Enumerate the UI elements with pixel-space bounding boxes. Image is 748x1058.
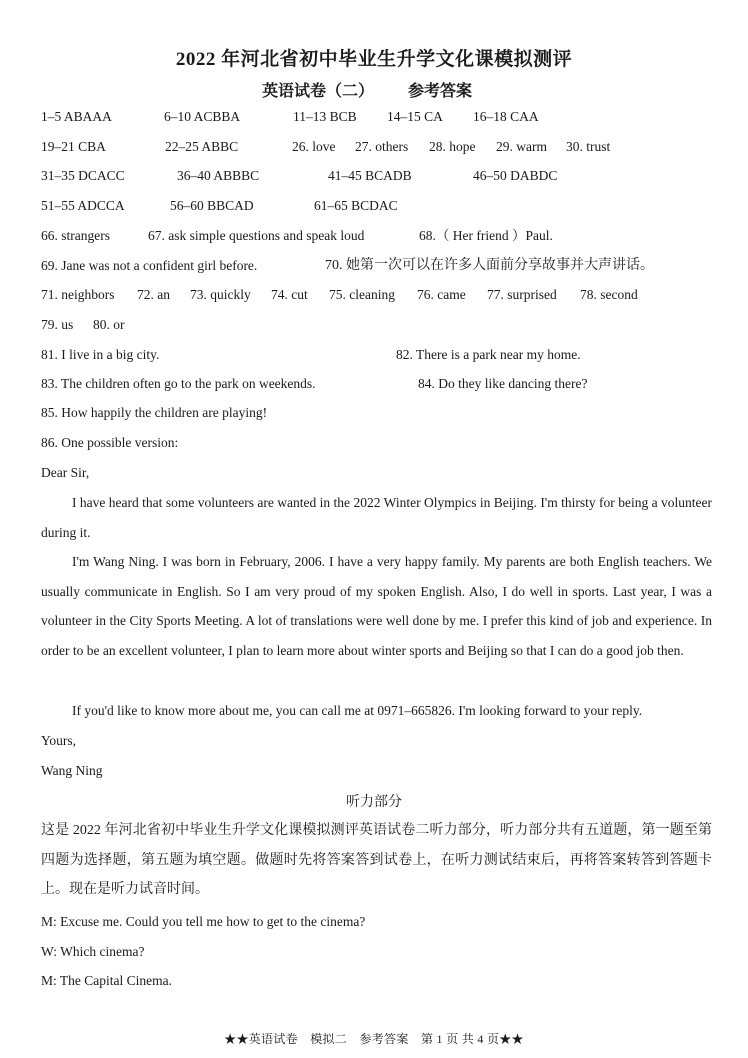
dialogue-line: W: Which cinema?: [41, 944, 145, 959]
answer-item: 69. Jane was not a confident girl before.: [41, 258, 258, 273]
answer-item: 75. cleaning: [329, 287, 395, 302]
answer-group: 31–35 DCACC: [41, 168, 125, 183]
answer-group: 14–15 CA: [387, 109, 443, 124]
letter-paragraph-2: I'm Wang Ning. I was born in February, 2006. I have a very happy family. My parents are both English teachers. We usually communicate in English. So I am very proud of my spoken English. Also, I do well in sports. Last year, I was a volunteer in the City Sports Meeting. A lot of translations were well done by me. I prefer this kind of job and experience. In order to be an excellent volunteer, I plan to learn more about winter sports and Beijing so that I can do a good job then.: [41, 554, 712, 658]
paper-subtitle: 英语试卷（二）: [262, 83, 375, 100]
letter-paragraph-1: I have heard that some volunteers are wanted in the 2022 Winter Olympics in Beijing. I'm thirsty for being a volunteer during it.: [41, 495, 712, 540]
answer-group: 41–45 BCADB: [328, 168, 412, 183]
page-footer: ★★英语试卷 模拟二 参考答案 第 1 页 共 4 页★★: [224, 1032, 524, 1046]
answer-item: 84. Do they like dancing there?: [418, 376, 588, 391]
answer-item: 85. How happily the children are playing!: [41, 405, 268, 420]
answer-group: 16–18 CAA: [473, 109, 539, 124]
answer-item: 70. 她第一次可以在许多人面前分享故事并大声讲话。: [325, 258, 654, 273]
answer-group: 22–25 ABBC: [165, 139, 239, 154]
answer-group: 36–40 ABBBC: [177, 168, 260, 183]
answer-item: 72. an: [137, 287, 170, 302]
dialogue-line: M: Excuse me. Could you tell me how to get to the cinema?: [41, 914, 366, 929]
answer-item: 29. warm: [496, 139, 547, 154]
answer-item: 74. cut: [271, 287, 308, 302]
answer-item: 79. us: [41, 317, 74, 332]
exam-title: 2022 年河北省初中毕业生升学文化课模拟测评: [175, 49, 573, 70]
answer-group: 19–21 CBA: [41, 139, 106, 154]
letter-paragraph-3: If you'd like to know more about me, you can call me at 0971–665826. I'm looking forward to your reply.: [72, 703, 643, 718]
writing-task-label: 86. One possible version:: [41, 435, 179, 450]
answer-item: 77. surprised: [487, 287, 557, 302]
answer-item: 82. There is a park near my home.: [396, 347, 581, 362]
answer-group: 56–60 BBCAD: [170, 198, 254, 213]
letter-closing: Yours,: [41, 733, 77, 748]
listening-heading: 听力部分: [346, 795, 402, 810]
answer-group: 61–65 BCDAC: [314, 198, 398, 213]
answer-item: 83. The children often go to the park on weekends.: [41, 376, 316, 391]
answer-item: 26. love: [292, 139, 336, 154]
answer-item: 30. trust: [566, 139, 611, 154]
answer-item: 76. came: [417, 287, 466, 302]
answer-key-label: 参考答案: [408, 83, 473, 100]
letter-greeting: Dear Sir,: [41, 465, 90, 480]
answer-item: 67. ask simple questions and speak loud: [148, 228, 365, 243]
answer-group: 6–10 ACBBA: [164, 109, 241, 124]
answer-item: 81. I live in a big city.: [41, 347, 160, 362]
answer-item: 71. neighbors: [41, 287, 115, 302]
dialogue-line: M: The Capital Cinema.: [41, 973, 172, 988]
listening-intro: 这是 2022 年河北省初中毕业生升学文化课模拟测评英语试卷二听力部分，听力部分共有五道题，第一题至第四题为选择题，第五题为填空题。做题时先将答案答到试卷上，在听力测试结束后，再将答案转答到答题卡上。现在是听力试音时间。: [41, 823, 712, 897]
answer-item: 78. second: [580, 287, 638, 302]
answer-group: 51–55 ADCCA: [41, 198, 125, 213]
answer-group: 1–5 ABAAA: [41, 109, 112, 124]
answer-item: 66. strangers: [41, 228, 110, 243]
answer-group: 46–50 DABDC: [473, 168, 558, 183]
answer-item: 80. or: [93, 317, 125, 332]
answer-item: 28. hope: [429, 139, 476, 154]
letter-signature: Wang Ning: [41, 763, 103, 778]
answer-item: 73. quickly: [190, 287, 251, 302]
answer-item: 68.（ Her friend ）Paul.: [419, 228, 553, 243]
answer-item: 27. others: [355, 139, 409, 154]
answer-group: 11–13 BCB: [293, 109, 357, 124]
